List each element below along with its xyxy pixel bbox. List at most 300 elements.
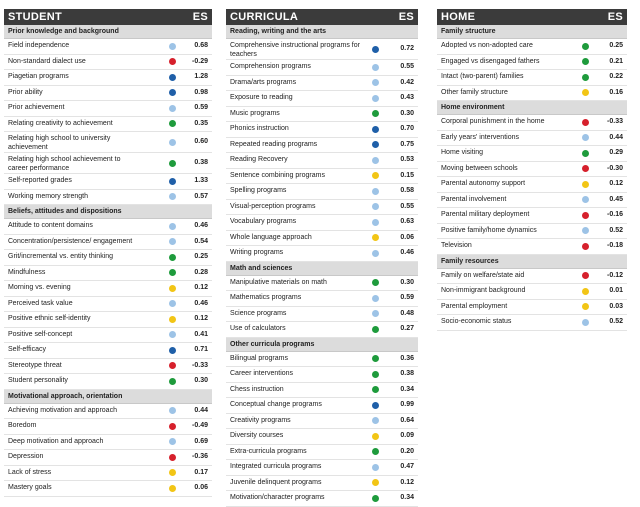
section-heading: Math and sciences <box>226 262 418 276</box>
effect-size-value: 1.28 <box>194 73 208 80</box>
table-row <box>226 322 418 338</box>
effect-color-dot-icon <box>169 300 176 307</box>
effect-color-dot-icon <box>372 279 379 286</box>
factor-label: Writing programs <box>230 249 284 256</box>
effect-size-value: 0.38 <box>400 370 414 377</box>
factor-label: Student personality <box>8 377 68 384</box>
factor-label: Mastery goals <box>8 484 52 491</box>
effect-size-value: -0.29 <box>192 57 208 65</box>
table-row <box>226 429 418 445</box>
table-row <box>4 359 212 375</box>
effect-size-value: -0.33 <box>607 118 623 125</box>
effect-color-dot-icon <box>582 134 589 141</box>
effect-color-dot-icon <box>372 402 379 409</box>
effect-color-dot-icon <box>169 407 176 414</box>
effect-size-value: 0.01 <box>609 287 623 294</box>
effect-size-value: 0.03 <box>609 302 623 310</box>
effect-color-dot-icon <box>372 479 379 486</box>
effect-size-value: 0.38 <box>194 159 208 166</box>
effect-size-value: 0.12 <box>194 315 208 322</box>
factor-label: Field independence <box>8 42 70 49</box>
effect-color-dot-icon <box>169 269 176 276</box>
factor-label: Repeated reading programs <box>230 140 318 148</box>
factor-label: Non-immigrant background <box>441 287 526 294</box>
table-row <box>4 86 212 102</box>
effect-color-dot-icon <box>169 362 176 369</box>
effect-size-value: 0.60 <box>194 138 208 145</box>
table-row <box>4 450 212 466</box>
table-row <box>4 39 212 55</box>
effect-size-value: 0.70 <box>400 125 414 132</box>
factor-label: Vocabulary programs <box>230 218 297 225</box>
student-column <box>4 9 212 497</box>
effect-size-value: 0.12 <box>400 478 414 486</box>
effect-size-value: 0.55 <box>400 63 414 70</box>
effect-color-dot-icon <box>582 74 589 81</box>
effect-color-dot-icon <box>372 64 379 71</box>
table-row <box>4 70 212 86</box>
effect-size-value: 0.15 <box>400 171 414 179</box>
effect-color-dot-icon <box>169 89 176 96</box>
effect-color-dot-icon <box>582 89 589 96</box>
effect-color-dot-icon <box>372 310 379 317</box>
factor-label: Working memory strength <box>8 192 89 200</box>
effect-size-value: 0.47 <box>400 463 414 470</box>
table-row <box>4 55 212 71</box>
factor-label: Attitude to content domains <box>8 222 93 229</box>
effect-size-value: 0.52 <box>609 226 623 234</box>
effect-color-dot-icon <box>582 150 589 157</box>
effect-size-value: 0.06 <box>400 233 414 241</box>
effect-size-value: 0.46 <box>194 299 208 307</box>
effect-color-dot-icon <box>372 417 379 424</box>
table-row <box>4 153 212 174</box>
factor-label: Self-reported grades <box>8 177 72 184</box>
effect-color-dot-icon <box>582 243 589 250</box>
effect-color-dot-icon <box>372 295 379 302</box>
effect-color-dot-icon <box>372 355 379 362</box>
effect-color-dot-icon <box>582 119 589 126</box>
effect-size-value: 0.98 <box>194 88 208 96</box>
effect-size-value: 0.57 <box>194 192 208 200</box>
effect-size-value: 0.55 <box>400 202 414 210</box>
table-row <box>437 146 627 162</box>
effect-size-value: 0.44 <box>194 406 208 414</box>
effect-size-value: -0.33 <box>192 361 208 369</box>
table-row <box>4 235 212 251</box>
factor-label: Career interventions <box>230 370 294 377</box>
table-row <box>226 414 418 430</box>
effect-size-value: 0.63 <box>400 218 414 225</box>
factor-label: Mindfulness <box>8 268 46 276</box>
home-header <box>437 9 627 25</box>
home-es-label: ES <box>607 11 623 23</box>
factor-label: Music programs <box>230 109 280 117</box>
table-row <box>226 383 418 399</box>
factor-label: Parental employment <box>441 302 508 310</box>
table-row <box>226 445 418 461</box>
table-row <box>226 39 418 60</box>
effect-size-value: 0.16 <box>609 88 623 96</box>
effect-size-value: 0.72 <box>400 45 414 52</box>
factor-label: Use of calculators <box>230 325 286 332</box>
table-row <box>437 239 627 255</box>
factor-label: Visual-perception programs <box>230 202 316 210</box>
table-row <box>4 419 212 435</box>
effect-color-dot-icon <box>372 326 379 333</box>
effect-size-value: 0.25 <box>609 42 623 49</box>
factor-label: Spelling programs <box>230 187 287 194</box>
effect-color-dot-icon <box>372 495 379 502</box>
table-row <box>437 193 627 209</box>
factor-label: Phonics instruction <box>230 125 289 132</box>
section-heading: Home environment <box>437 101 627 115</box>
effect-size-value: 0.46 <box>194 222 208 229</box>
table-row <box>226 246 418 262</box>
effect-size-value: 0.53 <box>400 156 414 163</box>
factor-label: Parental autonomy support <box>441 180 526 187</box>
effect-color-dot-icon <box>169 454 176 461</box>
factor-label: Sentence combining programs <box>230 171 325 179</box>
factor-label: Whole language approach <box>230 233 312 241</box>
effect-color-dot-icon <box>372 79 379 86</box>
effect-size-value: 0.12 <box>194 284 208 291</box>
table-row <box>226 138 418 154</box>
table-row <box>437 300 627 316</box>
table-row <box>226 491 418 507</box>
effect-color-dot-icon <box>169 105 176 112</box>
effect-size-value: 0.44 <box>609 133 623 141</box>
table-row <box>226 398 418 414</box>
table-row <box>226 169 418 185</box>
table-row <box>4 481 212 497</box>
effect-color-dot-icon <box>169 58 176 65</box>
factor-label: Parental military deployment <box>441 211 530 218</box>
effect-color-dot-icon <box>372 126 379 133</box>
effect-color-dot-icon <box>582 58 589 65</box>
curricula-column <box>226 9 418 507</box>
factor-label: Chess instruction <box>230 385 284 393</box>
table-row <box>226 122 418 138</box>
factor-label: Positive ethnic self-identity <box>8 315 91 322</box>
table-row <box>226 60 418 76</box>
student-title: STUDENT <box>8 11 63 23</box>
effect-size-value: 0.41 <box>194 330 208 338</box>
factor-label: Deep motivation and approach <box>8 437 104 445</box>
factor-label: Positive self-concept <box>8 330 73 338</box>
factor-label: Engaged vs disengaged fathers <box>441 57 540 65</box>
effect-color-dot-icon <box>169 485 176 492</box>
factor-label: Relating high school achievement to career performance <box>8 156 121 172</box>
effect-color-dot-icon <box>372 234 379 241</box>
factor-label: Adopted vs non-adopted care <box>441 42 533 49</box>
factor-label: Morning vs. evening <box>8 284 71 291</box>
effect-color-dot-icon <box>169 223 176 230</box>
effect-color-dot-icon <box>372 172 379 179</box>
table-row <box>437 115 627 131</box>
factor-label: Conceptual change programs <box>230 401 322 408</box>
effect-size-value: 0.54 <box>194 237 208 245</box>
factor-label: Reading Recovery <box>230 156 288 163</box>
table-row <box>226 91 418 107</box>
effect-color-dot-icon <box>169 438 176 445</box>
factor-label: Comprehension programs <box>230 63 311 70</box>
factor-label: Extra-curricula programs <box>230 447 307 455</box>
table-row <box>4 190 212 206</box>
table-row <box>4 404 212 420</box>
effect-size-value: 0.27 <box>400 325 414 332</box>
effect-color-dot-icon <box>372 188 379 195</box>
factor-label: Stereotype threat <box>8 361 62 369</box>
factor-label: Family on welfare/state aid <box>441 271 525 279</box>
factor-label: Early years' interventions <box>441 133 519 141</box>
effect-size-value: 0.36 <box>400 354 414 362</box>
effect-size-value: 0.45 <box>609 195 623 203</box>
factor-label: Home visiting <box>441 149 484 156</box>
factor-label: Parental involvement <box>441 195 507 203</box>
table-row <box>4 297 212 313</box>
factor-label: Intact (two-parent) families <box>441 73 524 80</box>
factor-label: Motivation/character programs <box>230 494 325 501</box>
effect-color-dot-icon <box>169 423 176 430</box>
factor-label: Creativity programs <box>230 416 291 424</box>
table-row <box>437 162 627 178</box>
table-row <box>4 374 212 390</box>
effect-size-value: 0.42 <box>400 78 414 86</box>
table-row <box>4 219 212 235</box>
effect-size-value: 0.69 <box>194 437 208 445</box>
effect-size-value: 0.35 <box>194 119 208 127</box>
effect-color-dot-icon <box>169 285 176 292</box>
table-row <box>4 174 212 190</box>
factor-label: Relating creativity to achievement <box>8 119 113 127</box>
table-row <box>226 153 418 169</box>
effect-size-value: -0.12 <box>607 271 623 279</box>
factor-label: Positive family/home dynamics <box>441 226 537 234</box>
effect-color-dot-icon <box>582 319 589 326</box>
effect-color-dot-icon <box>582 288 589 295</box>
factor-label: Other family structure <box>441 88 508 96</box>
effect-color-dot-icon <box>372 110 379 117</box>
table-row <box>437 315 627 331</box>
effect-size-value: -0.30 <box>607 164 623 172</box>
factor-label: Depression <box>8 453 44 460</box>
effect-size-value: -0.36 <box>192 453 208 460</box>
effect-color-dot-icon <box>372 386 379 393</box>
effect-size-value: 0.29 <box>609 149 623 156</box>
factor-label: Integrated curricula programs <box>230 463 322 470</box>
table-row <box>4 250 212 266</box>
effect-color-dot-icon <box>169 347 176 354</box>
effect-color-dot-icon <box>582 303 589 310</box>
section-heading: Motivational approach, orientation <box>4 390 212 404</box>
curricula-es-label: ES <box>398 11 414 23</box>
table-row <box>4 266 212 282</box>
effect-size-value: 0.46 <box>400 249 414 256</box>
table-row <box>4 312 212 328</box>
effect-size-value: 0.06 <box>194 484 208 491</box>
factor-label: Prior ability <box>8 88 43 96</box>
factor-label: Concentration/persistence/ engagement <box>8 237 133 245</box>
effect-size-value: 0.99 <box>400 401 414 408</box>
effect-color-dot-icon <box>169 238 176 245</box>
table-row <box>226 276 418 292</box>
effect-size-value: 0.48 <box>400 309 414 317</box>
factor-label: Diversity courses <box>230 432 284 439</box>
effect-size-value: 0.30 <box>400 109 414 117</box>
effect-size-value: 0.28 <box>194 268 208 276</box>
effect-size-value: 0.43 <box>400 94 414 101</box>
student-es-label: ES <box>192 11 208 23</box>
effect-size-value: 0.09 <box>400 432 414 439</box>
effect-size-value: 0.21 <box>609 57 623 65</box>
section-heading: Family structure <box>437 25 627 39</box>
section-heading: Family resources <box>437 255 627 269</box>
effect-color-dot-icon <box>372 157 379 164</box>
table-row <box>4 435 212 451</box>
factor-label: Corporal punishment in the home <box>441 118 545 125</box>
curricula-title: CURRICULA <box>230 11 299 23</box>
factor-label: Mathematics programs <box>230 294 302 301</box>
effect-size-value: 1.33 <box>194 177 208 184</box>
effect-size-value: 0.34 <box>400 494 414 501</box>
curricula-header <box>226 9 418 25</box>
effect-color-dot-icon <box>169 139 176 146</box>
effect-color-dot-icon <box>582 227 589 234</box>
effect-color-dot-icon <box>372 371 379 378</box>
table-row <box>437 224 627 240</box>
effect-color-dot-icon <box>582 212 589 219</box>
effect-color-dot-icon <box>169 469 176 476</box>
effect-color-dot-icon <box>169 378 176 385</box>
table-row <box>437 55 627 71</box>
section-heading: Beliefs, attitudes and dispositions <box>4 205 212 219</box>
factor-label: Non-standard dialect use <box>8 57 86 65</box>
section-heading: Prior knowledge and background <box>4 25 212 39</box>
effect-size-value: 0.64 <box>400 416 414 424</box>
effect-size-value: 0.52 <box>609 318 623 325</box>
factor-label: Socio-economic status <box>441 318 512 325</box>
factor-label: Television <box>441 242 472 249</box>
factor-label: Moving between schools <box>441 164 518 172</box>
table-row <box>4 281 212 297</box>
factor-label: Exposure to reading <box>230 94 293 101</box>
effect-size-value: 0.30 <box>400 278 414 286</box>
table-row <box>437 177 627 193</box>
home-title: HOME <box>441 11 476 23</box>
effect-size-value: 0.12 <box>609 180 623 187</box>
table-row <box>226 200 418 216</box>
factor-label: Prior achievement <box>8 104 65 111</box>
table-row <box>226 352 418 368</box>
effect-size-value: 0.30 <box>194 377 208 384</box>
factor-label: Drama/arts programs <box>230 78 297 86</box>
factor-label: Perceived task value <box>8 299 73 307</box>
effect-color-dot-icon <box>169 43 176 50</box>
effect-color-dot-icon <box>582 272 589 279</box>
section-heading: Reading, writing and the arts <box>226 25 418 39</box>
effect-color-dot-icon <box>169 74 176 81</box>
table-row <box>437 269 627 285</box>
table-row <box>437 284 627 300</box>
effect-color-dot-icon <box>582 196 589 203</box>
effect-color-dot-icon <box>372 464 379 471</box>
effect-size-value: -0.49 <box>192 422 208 429</box>
effect-color-dot-icon <box>372 219 379 226</box>
effect-color-dot-icon <box>582 43 589 50</box>
table-row <box>437 70 627 86</box>
effect-size-value: 0.58 <box>400 187 414 194</box>
factor-label: Achieving motivation and approach <box>8 406 117 414</box>
table-row <box>226 476 418 492</box>
factor-label: Manipulative materials on math <box>230 278 327 286</box>
effect-color-dot-icon <box>582 165 589 172</box>
effect-color-dot-icon <box>372 46 379 53</box>
table-row <box>4 328 212 344</box>
effect-color-dot-icon <box>169 316 176 323</box>
effect-size-value: 0.71 <box>194 346 208 353</box>
effect-color-dot-icon <box>169 254 176 261</box>
table-row <box>4 101 212 117</box>
effect-size-value: 0.59 <box>400 294 414 301</box>
effect-color-dot-icon <box>372 250 379 257</box>
effect-size-value: -0.18 <box>607 242 623 249</box>
effect-color-dot-icon <box>372 433 379 440</box>
student-header <box>4 9 212 25</box>
effect-color-dot-icon <box>169 160 176 167</box>
factor-label: Boredom <box>8 422 37 429</box>
factor-label: Lack of stress <box>8 468 52 476</box>
effect-color-dot-icon <box>169 193 176 200</box>
table-row <box>226 367 418 383</box>
table-row <box>226 460 418 476</box>
table-row <box>4 466 212 482</box>
factor-label: Self-efficacy <box>8 346 46 353</box>
factor-label: Science programs <box>230 309 287 317</box>
effect-size-value: 0.59 <box>194 104 208 111</box>
table-row <box>437 39 627 55</box>
factor-label: Comprehensive instructional programs for teachers <box>230 42 360 58</box>
table-row <box>226 184 418 200</box>
effect-size-value: 0.25 <box>194 253 208 260</box>
factor-label: Grit/incremental vs. entity thinking <box>8 253 114 260</box>
effect-color-dot-icon <box>372 448 379 455</box>
table-row <box>4 117 212 133</box>
table-row <box>437 86 627 102</box>
table-row <box>226 291 418 307</box>
table-row <box>437 131 627 147</box>
effect-color-dot-icon <box>372 203 379 210</box>
effect-color-dot-icon <box>372 95 379 102</box>
factor-label: Piagetian programs <box>8 73 69 80</box>
effect-color-dot-icon <box>169 331 176 338</box>
effect-color-dot-icon <box>169 120 176 127</box>
table-row <box>226 215 418 231</box>
effect-size-value: -0.16 <box>607 211 623 218</box>
table-row <box>437 208 627 224</box>
table-row <box>226 231 418 247</box>
effect-size-value: 0.68 <box>194 42 208 49</box>
table-row <box>226 76 418 92</box>
effect-color-dot-icon <box>372 141 379 148</box>
table-row <box>4 343 212 359</box>
table-row <box>4 132 212 153</box>
table-row <box>226 307 418 323</box>
effect-color-dot-icon <box>582 181 589 188</box>
effect-size-value: 0.20 <box>400 447 414 455</box>
section-heading: Other curricula programs <box>226 338 418 352</box>
effect-size-value: 0.17 <box>194 468 208 476</box>
